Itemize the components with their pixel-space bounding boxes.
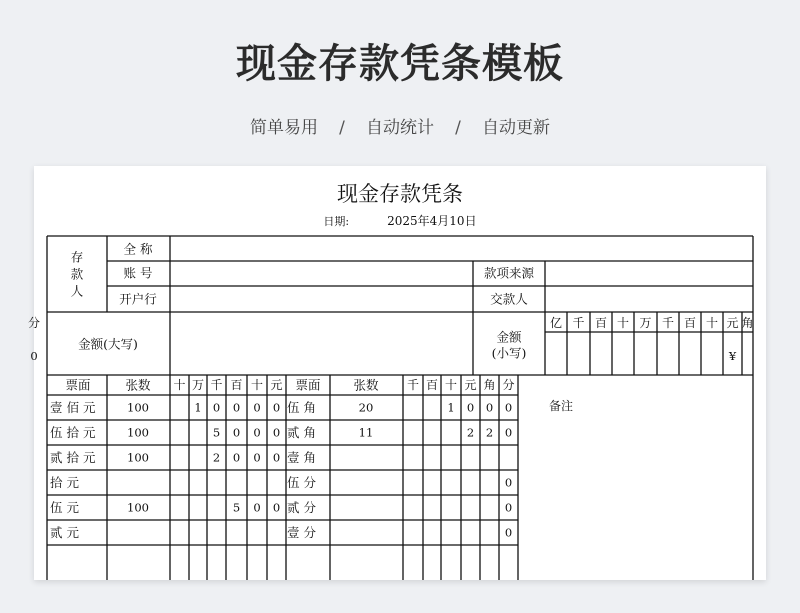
amount-digit-header: 百	[594, 316, 608, 330]
right-count-header: 张数	[353, 377, 379, 393]
right-digit-header: 元	[464, 378, 477, 392]
account-label: 账 号	[123, 265, 153, 281]
amount-digit: 0	[272, 400, 281, 415]
slip-table	[27, 166, 766, 580]
notes-label: 备注	[549, 399, 574, 413]
tagline-item-auto-update: 自动更新	[482, 118, 550, 138]
tagline-item-auto-stats: 自动统计	[366, 118, 434, 138]
depositor-label-char: 款	[70, 266, 84, 282]
amount-digit-header: 万	[639, 316, 652, 330]
left-digit-header: 百	[230, 378, 243, 392]
right-digit-header: 百	[425, 378, 439, 392]
denomination-label: 伍 角	[287, 400, 316, 415]
denomination-label: 壹 分	[287, 525, 316, 540]
depositor-label-char: 人	[70, 283, 84, 299]
amount-digit: 0	[253, 450, 261, 465]
amount-digit: 0	[232, 450, 241, 465]
denomination-label: 贰 分	[287, 500, 316, 515]
amount-digit: 1	[447, 400, 455, 415]
amount-digit: 0	[232, 425, 241, 440]
payer-label: 交款人	[490, 291, 528, 307]
left-digit-header: 千	[210, 378, 223, 392]
right-digit-header: 千	[406, 378, 420, 392]
amount-digit: 2	[485, 425, 494, 440]
amount-digit: 0	[504, 475, 513, 490]
left-face-header: 票面	[65, 377, 91, 393]
denomination-label: 伍 元	[50, 500, 79, 515]
note-count[interactable]: 100	[127, 500, 149, 515]
full-name-label: 全 称	[123, 241, 153, 257]
denomination-label: 贰 拾 元	[50, 450, 96, 465]
amount-digit: 1	[194, 400, 202, 415]
amount-digit: 0	[466, 400, 475, 415]
tagline-separator: /	[339, 118, 345, 138]
slip-title: 现金存款凭条	[337, 182, 463, 206]
amount-digit: 0	[504, 400, 513, 415]
amount-digit-header: 亿	[549, 316, 563, 330]
deposit-slip	[27, 166, 766, 580]
depositor-label-char: 存	[70, 249, 84, 265]
amount-lower-label: 金额	[496, 329, 522, 345]
page-title: 现金存款凭条模板	[236, 41, 564, 87]
right-digit-header: 十	[444, 378, 458, 392]
left-digit-header: 十	[250, 378, 264, 392]
amount-digit-header: 十	[616, 316, 630, 330]
amount-digit-header: 元	[726, 316, 739, 330]
note-count[interactable]: 100	[127, 425, 149, 440]
date-label: 日期:	[323, 215, 350, 228]
note-count[interactable]: 20	[358, 400, 374, 415]
amount-digit: 0	[212, 400, 221, 415]
amount-digit: 2	[212, 450, 221, 465]
amount-digit: 2	[466, 425, 475, 440]
amount-digit: 0	[272, 425, 281, 440]
left-digit-header: 十	[173, 378, 186, 392]
amount-lower-label: (小写)	[491, 345, 527, 361]
amount-upper-label: 金额(大写)	[78, 336, 138, 352]
date-value[interactable]: 2025年4月10日	[387, 214, 477, 228]
amount-digit: 0	[272, 450, 281, 465]
left-digit-header: 元	[270, 378, 283, 392]
denomination-label: 贰 角	[287, 425, 316, 440]
denomination-label: 贰 元	[50, 525, 79, 540]
bank-label: 开户行	[119, 291, 157, 307]
denomination-label: 壹 佰 元	[50, 400, 96, 415]
amount-digit: 0	[504, 500, 513, 515]
amount-digit-header: 千	[572, 316, 585, 330]
amount-digit: 5	[212, 425, 221, 440]
amount-digit-header: 十	[705, 316, 719, 330]
denomination-label: 壹 角	[287, 450, 316, 465]
amount-digit: 0	[253, 500, 261, 515]
amount-digit: 0	[232, 400, 241, 415]
amount-digit: 0	[253, 400, 261, 415]
denomination-label: 伍 拾 元	[50, 425, 96, 440]
right-digit-header: 角	[483, 378, 496, 392]
amount-digit-header: 分	[27, 316, 41, 330]
right-face-header: 票面	[295, 377, 321, 393]
amount-digit: 5	[232, 500, 241, 515]
amount-digit: 0	[253, 425, 261, 440]
right-digit-header: 分	[502, 378, 515, 392]
note-count[interactable]: 100	[127, 450, 149, 465]
table-grid	[47, 236, 753, 580]
amount-digit-value[interactable]: 0	[30, 349, 38, 363]
amount-digit-header: 角	[741, 316, 754, 330]
amount-digit-header: 百	[683, 316, 697, 330]
amount-digit: 0	[504, 425, 513, 440]
amount-digit: 0	[504, 525, 513, 540]
fund-source-label: 款项来源	[483, 265, 535, 281]
left-count-header: 张数	[125, 377, 151, 393]
denomination-label: 拾 元	[50, 475, 79, 490]
amount-digit: 0	[272, 500, 281, 515]
denomination-label: 伍 分	[287, 475, 316, 490]
tagline-item-easy: 简单易用	[250, 118, 318, 138]
note-count[interactable]: 11	[358, 425, 374, 440]
left-digit-header: 万	[191, 378, 205, 392]
note-count[interactable]: 100	[127, 400, 149, 415]
tagline-separator: /	[455, 118, 461, 138]
tagline	[0, 113, 800, 138]
amount-digit-header: 千	[661, 316, 675, 330]
amount-digit-value[interactable]: ¥	[728, 349, 737, 363]
amount-digit: 0	[485, 400, 494, 415]
